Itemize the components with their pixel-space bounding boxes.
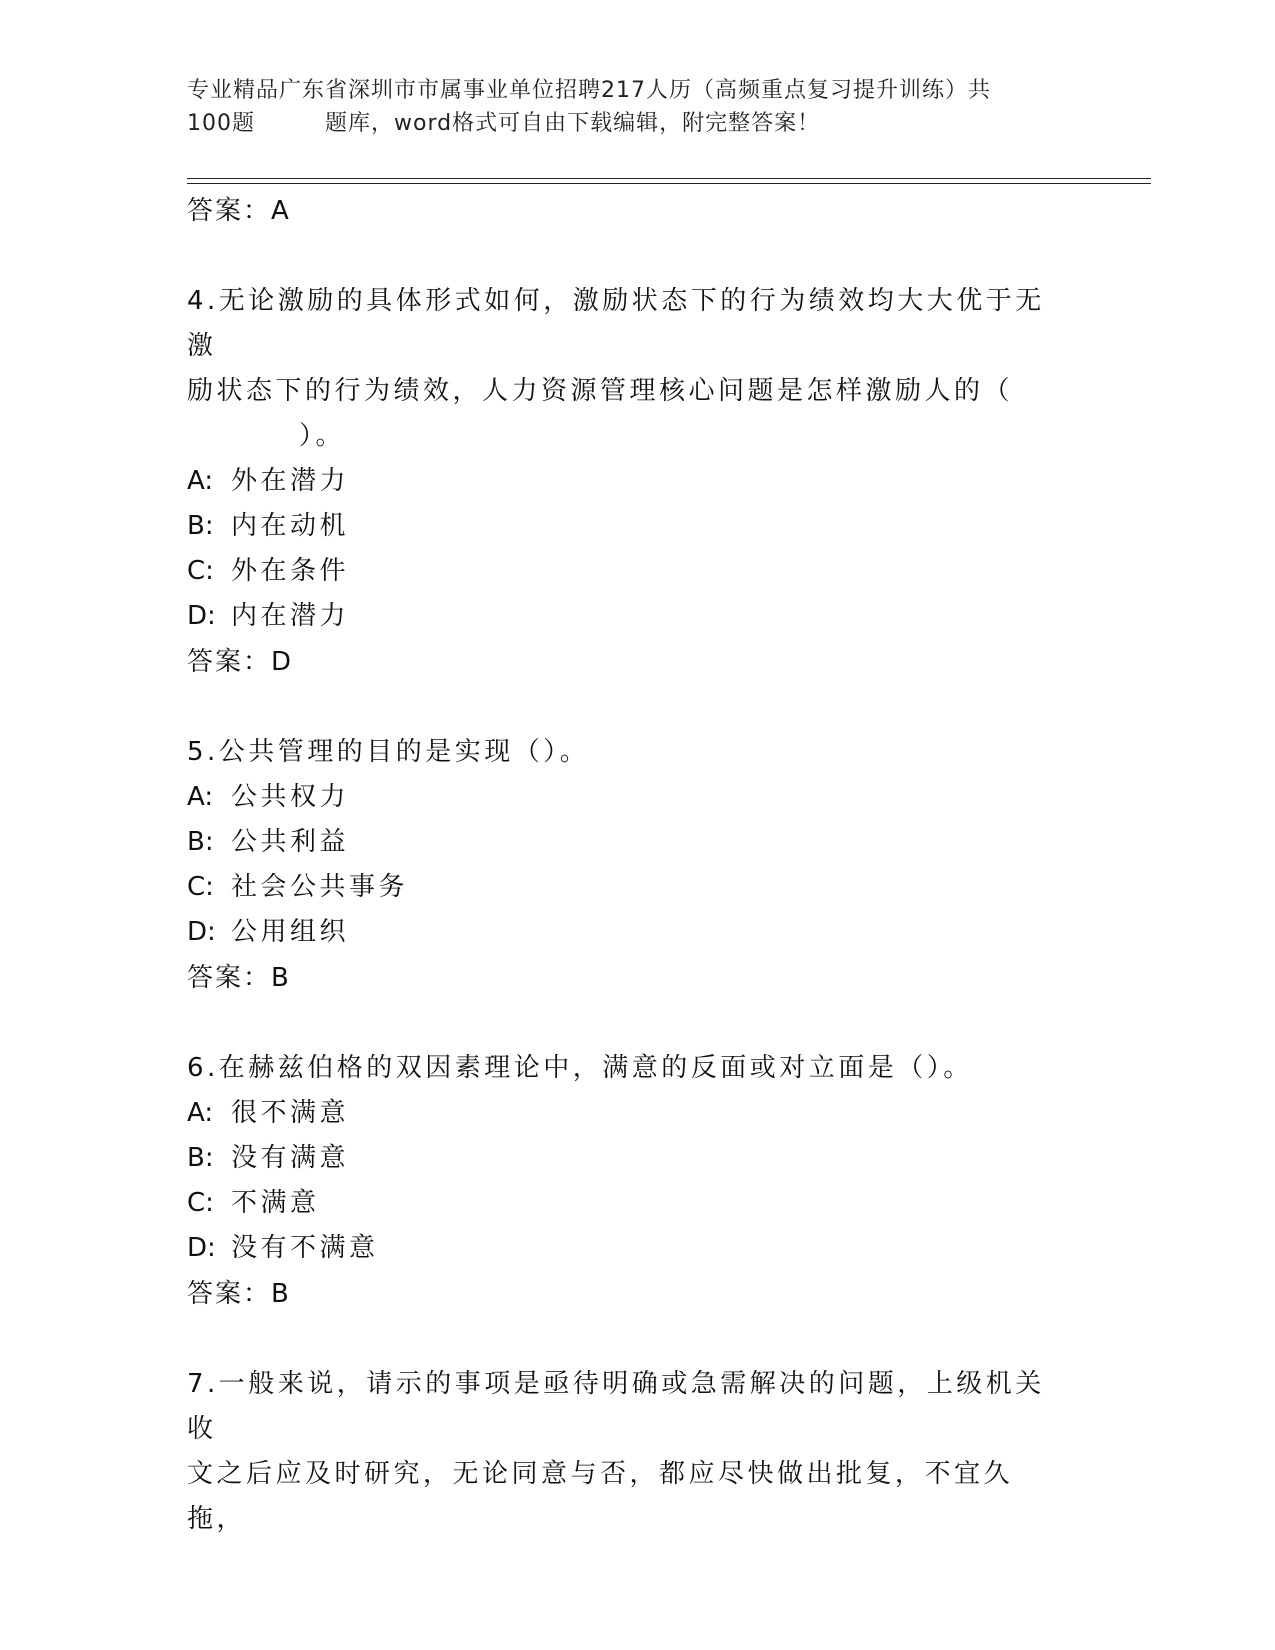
option-key: C: <box>187 556 214 586</box>
answer-line: 答案：B <box>187 1279 291 1309</box>
option-a <box>187 459 1087 504</box>
option-b <box>187 1136 1087 1181</box>
option-text: 公用组织 <box>231 917 350 947</box>
option-key: A: <box>187 466 214 496</box>
option-text: 公共权力 <box>231 782 350 812</box>
question-list <box>187 188 1087 1542</box>
option-a <box>187 1091 1087 1136</box>
option-c <box>187 1181 1087 1226</box>
answer-line: 答案：D <box>187 647 294 677</box>
header-count: 100题 <box>187 111 255 136</box>
option-key: C: <box>187 872 214 902</box>
question-text-line: 7.一般来说，请示的事项是亟待明确或急需解决的问题，上级机关收 <box>187 1369 1045 1444</box>
option-key: C: <box>187 1188 214 1218</box>
option-text: 外在条件 <box>231 556 350 586</box>
option-b <box>187 504 1087 549</box>
option-key: D: <box>187 917 216 947</box>
option-text: 公共利益 <box>231 827 350 857</box>
header-subtitle: 题库，word格式可自由下载编辑，附完整答案！ <box>325 111 821 136</box>
question-text-line: 5.公共管理的目的是实现（）。 <box>187 737 590 767</box>
option-key: D: <box>187 601 216 631</box>
option-text: 不满意 <box>231 1188 320 1218</box>
option-text: 没有不满意 <box>231 1233 379 1263</box>
header-title-line2 <box>187 107 1067 140</box>
option-text: 内在潜力 <box>231 601 350 631</box>
question-text-line: 4.无论激励的具体形式如何，激励状态下的行为绩效均大大优于无激 <box>187 286 1045 361</box>
option-key: A: <box>187 1098 214 1128</box>
question-text-line: 文之后应及时研究，无论同意与否，都应尽快做出批复，不宜久拖， <box>187 1459 1014 1534</box>
option-key: B: <box>187 1143 214 1173</box>
previous-answer: 答案：A <box>187 196 291 226</box>
header-divider-bottom <box>187 183 1151 184</box>
option-key: B: <box>187 827 214 857</box>
question-4 <box>187 279 1087 685</box>
option-d <box>187 910 1087 955</box>
question-6 <box>187 1046 1087 1317</box>
option-c <box>187 865 1087 910</box>
option-text: 内在动机 <box>231 511 350 541</box>
question-text-line: 6.在赫兹伯格的双因素理论中，满意的反面或对立面是（）。 <box>187 1053 973 1083</box>
header-divider-top <box>187 178 1151 179</box>
option-text: 外在潜力 <box>231 466 350 496</box>
option-a <box>187 775 1087 820</box>
option-d <box>187 594 1087 639</box>
option-text: 很不满意 <box>231 1098 350 1128</box>
option-text: 没有满意 <box>231 1143 350 1173</box>
option-c <box>187 549 1087 594</box>
page-header <box>187 74 1067 140</box>
question-5 <box>187 730 1087 1001</box>
option-text: 社会公共事务 <box>231 872 409 902</box>
option-key: A: <box>187 782 214 812</box>
answer-line: 答案：B <box>187 963 291 993</box>
question-text-line: 励状态下的行为绩效，人力资源管理核心问题是怎样激励人的（ <box>187 376 1014 406</box>
option-d <box>187 1226 1087 1271</box>
option-key: B: <box>187 511 214 541</box>
question-7 <box>187 1362 1087 1542</box>
option-b <box>187 820 1087 865</box>
header-title-line1: 专业精品广东省深圳市市属事业单位招聘217人历（高频重点复习提升训练）共 <box>187 78 991 103</box>
question-text-line: ）。 <box>299 421 346 451</box>
option-key: D: <box>187 1233 216 1263</box>
